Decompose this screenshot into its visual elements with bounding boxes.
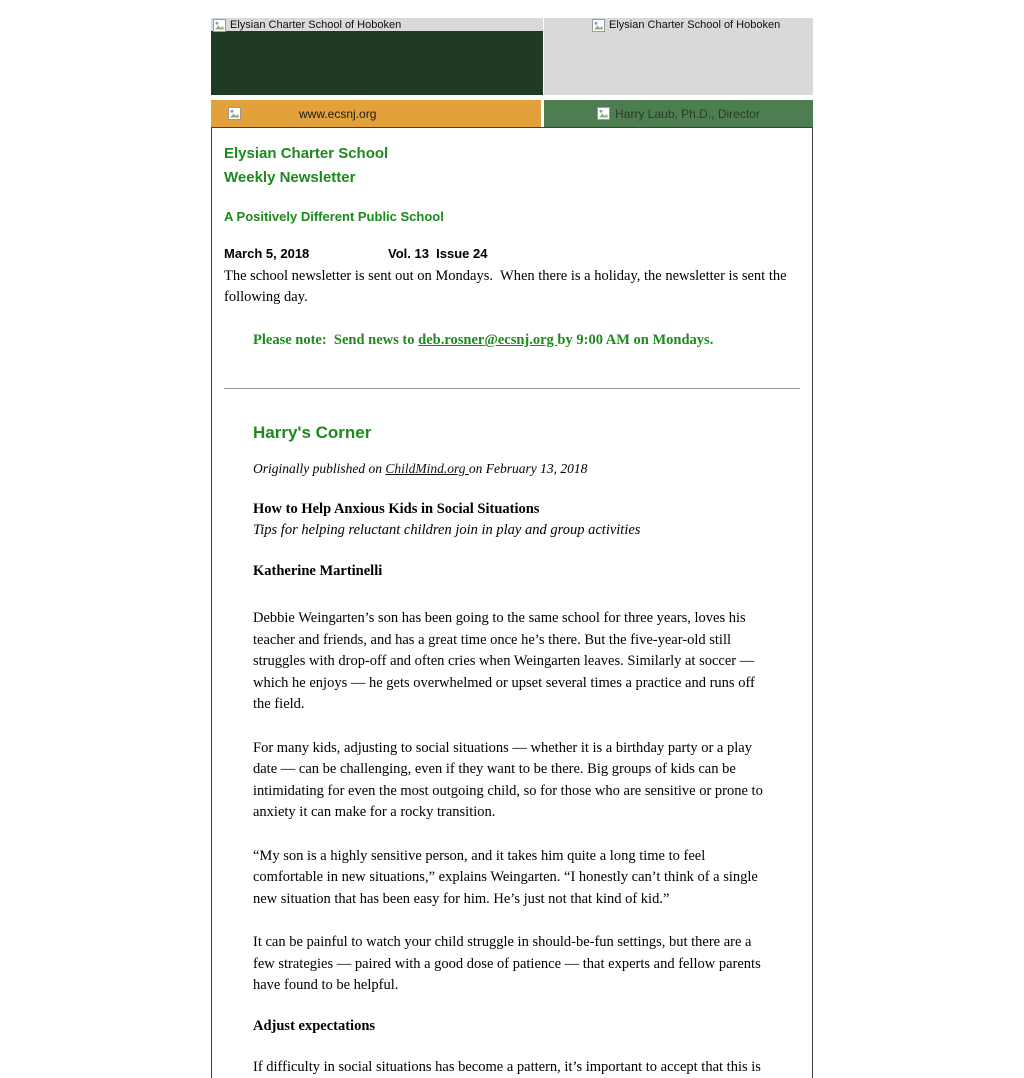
submission-note <box>224 315 800 366</box>
header-image-right-alt <box>544 18 813 32</box>
publication-credit-prefix: Originally published on <box>253 461 385 476</box>
website-link-label[interactable]: www.ecsnj.org <box>299 107 376 121</box>
header-image-right <box>544 18 813 95</box>
banner-bars <box>211 100 813 127</box>
article-paragraph: If difficulty in social situations has become a pattern, it’s important to accept that this is <box>253 1057 768 1078</box>
newsletter-body <box>211 127 813 1078</box>
header-banner <box>211 18 813 95</box>
broken-image-icon <box>228 107 241 120</box>
masthead <box>212 128 812 366</box>
editor-email-link[interactable]: deb.rosner@ecsnj.org <box>418 332 557 348</box>
header-image-right-alt-text: Elysian Charter School of Hoboken <box>609 19 780 31</box>
broken-image-icon <box>597 107 610 120</box>
newsletter-schedule-note: The school newsletter is sent out on Mondays. When there is a holiday, the newsletter is sent the following day. <box>224 266 800 308</box>
harrys-corner-article <box>212 389 812 1078</box>
broken-image-icon <box>592 19 605 32</box>
submission-note-suffix: by 9:00 AM on Mondays. <box>557 332 713 348</box>
header-dark-block <box>211 31 543 95</box>
website-link-bar[interactable] <box>211 100 541 127</box>
newsletter-title-line2: Weekly Newsletter <box>224 166 800 190</box>
issue-date-row <box>224 246 800 261</box>
article-paragraph: It can be painful to watch your child struggle in should-be-fun settings, but there are a few strategies — paired with a good dose of patience — that experts and fellow parents have found to be helpful. <box>253 932 768 997</box>
publication-credit <box>253 461 768 477</box>
director-banner <box>544 100 813 127</box>
article-paragraph: Debbie Weingarten’s son has been going to the same school for three years, loves his teacher and friends, and has a great time once he’s there. But the five-year-old still struggles with drop-off and often cries when Weingarten leaves. Similarly at soccer — which he enjoys — he gets overwhelmed or upset several times a practice and runs off the field. <box>253 608 768 716</box>
publication-credit-suffix: on February 13, 2018 <box>469 461 588 476</box>
header-image-left-alt-text: Elysian Charter School of Hoboken <box>230 19 401 31</box>
article-subtitle: Tips for helping reluctant children join in play and group activities <box>253 520 768 541</box>
article-author: Katherine Martinelli <box>253 563 768 580</box>
article-title: How to Help Anxious Kids in Social Situations <box>253 499 768 520</box>
childmind-link[interactable]: ChildMind.org <box>385 461 469 476</box>
submission-note-prefix: Please note: Send news to <box>253 332 418 348</box>
newsletter-title-line1: Elysian Charter School <box>224 142 800 166</box>
issue-date: March 5, 2018 <box>224 246 388 261</box>
broken-image-icon <box>213 19 226 32</box>
article-paragraph: “My son is a highly sensitive person, and it takes him quite a long time to feel comfortable in new situations,” explains Weingarten. “I honestly can’t think of a single new situation that has been easy for him. He’s just not that kind of kid.” <box>253 846 768 911</box>
article-paragraph: For many kids, adjusting to social situations — whether it is a birthday party or a play date — can be challenging, even if they want to be there. Big groups of kids can be intimidating for even the most outgoing child, so for those who are sensitive or prone to anxiety it can make for a rocky transition. <box>253 738 768 824</box>
director-banner-label: Harry Laub, Ph.D., Director <box>615 107 760 121</box>
volume-issue: Vol. 13 Issue 24 <box>388 246 487 261</box>
section-title: Harry's Corner <box>253 423 768 443</box>
newsletter-page <box>211 0 813 1078</box>
header-image-left <box>211 18 543 95</box>
article-subheading: Adjust expectations <box>253 1018 768 1035</box>
header-image-left-alt <box>211 18 543 32</box>
school-tagline: A Positively Different Public School <box>224 209 800 224</box>
